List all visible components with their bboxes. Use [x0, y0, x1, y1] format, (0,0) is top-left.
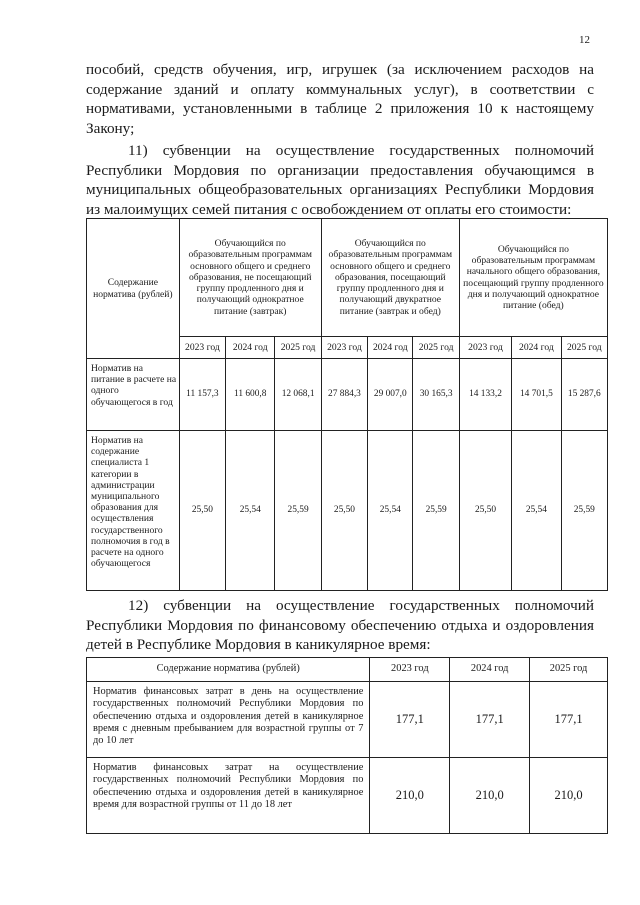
- table2-cell: 210,0: [530, 758, 608, 834]
- table1-cell: 25,50: [321, 431, 367, 591]
- table2-row-label: Норматив финансовых затрат на осуществление государственных полномочий Республики Мордовия по обеспечению отдыха и оздоровления детей в каникулярное время для возрастной группы от 11 до 18 лет: [87, 758, 370, 834]
- table1-cell: 25,54: [226, 431, 275, 591]
- table1-cell: 15 287,6: [561, 359, 607, 431]
- table2-cell: 177,1: [450, 682, 530, 758]
- paragraph-item-12-text: 12) субвенции на осуществление государственных полномочий Республики Мордовия по финансовому обеспечению отдыха и оздоровления детей в Республике Мордовия в каникулярное время:: [86, 597, 594, 654]
- table1-cell: 25,50: [179, 431, 225, 591]
- paragraph-item-12: [86, 596, 594, 655]
- table2-row-label: Норматив финансовых затрат в день на осуществление государственных полномочий Республики Мордовия по обеспечению отдыха и оздоровления детей в каникулярное время с дневным пребыванием для возрастной группы от 7 до 10 лет: [87, 682, 370, 758]
- paragraph-item-11-text: 11) субвенции на осуществление государственных полномочий Республики Мордовия по организации предоставления обучающимся в муниципальных общеобразовательных организациях Республики Мордовия из малоимущих семей питания с освобождением от оплаты его стоимости:: [86, 142, 594, 218]
- table1-cell: 12 068,1: [275, 359, 321, 431]
- table1-year-header: 2023 год: [179, 337, 225, 359]
- table1-cell: 25,59: [275, 431, 321, 591]
- table2-cell: 177,1: [370, 682, 450, 758]
- table1-year-header: 2024 год: [368, 337, 413, 359]
- table2-cell: 210,0: [370, 758, 450, 834]
- table-row: [87, 758, 608, 834]
- table1-group-header-2: Обучающийся по образовательным программам основного общего и среднего образования, посещающий группу продленного дня и получающий двукратное питание (завтрак и обед): [321, 219, 459, 337]
- table1-year-header: 2025 год: [275, 337, 321, 359]
- table1-group-header-1: Обучающийся по образовательным программам основного общего и среднего образования, не посещающий группу продленного дня и получающий однократное питание (завтрак): [179, 219, 321, 337]
- table1-year-header: 2023 год: [459, 337, 511, 359]
- recreation-norms-table: [86, 657, 608, 834]
- paragraph-continuation: пособий, средств обучения, игр, игрушек (за исключением расходов на содержание зданий и оплату коммунальных услуг), в соответствии с нормативами, установленными в таблице 2 приложения 10 к настоящему Закону;: [86, 61, 594, 137]
- table2-header: 2025 год: [530, 658, 608, 682]
- table1-row-label: Норматив на питание в расчете на одного обучающегося в год: [87, 359, 180, 431]
- table1-group-header-3: Обучающийся по образовательным программам начального общего образования, посещающий группу продленного дня и получающий однократное питание (обед): [459, 219, 607, 337]
- table2-header: 2024 год: [450, 658, 530, 682]
- table-row: [87, 682, 608, 758]
- table1-cell: 11 600,8: [226, 359, 275, 431]
- table1-year-header: 2025 год: [413, 337, 459, 359]
- table2-header: 2023 год: [370, 658, 450, 682]
- table1-cell: 14 701,5: [512, 359, 561, 431]
- nutrition-norms-table: [86, 218, 608, 591]
- table-row: [87, 431, 608, 591]
- table1-year-header: 2024 год: [226, 337, 275, 359]
- table1-cell: 14 133,2: [459, 359, 511, 431]
- table1-cell: 29 007,0: [368, 359, 413, 431]
- table1-corner-header: Содержание норматива (рублей): [87, 219, 180, 359]
- table2-header: Содержание норматива (рублей): [87, 658, 370, 682]
- table1-cell: 30 165,3: [413, 359, 459, 431]
- table2-cell: 177,1: [530, 682, 608, 758]
- table1-cell: 11 157,3: [179, 359, 225, 431]
- table1-year-header: 2023 год: [321, 337, 367, 359]
- table1-year-header: 2025 год: [561, 337, 607, 359]
- table1-cell: 25,50: [459, 431, 511, 591]
- table2-cell: 210,0: [450, 758, 530, 834]
- table1-cell: 25,59: [561, 431, 607, 591]
- table1-cell: 25,59: [413, 431, 459, 591]
- paragraph-item-11: [86, 141, 594, 219]
- table1-cell: 27 884,3: [321, 359, 367, 431]
- page-number: 12: [579, 34, 590, 46]
- table1-cell: 25,54: [512, 431, 561, 591]
- table1-row-label: Норматив на содержание специалиста 1 категории в администрации муниципального образования для осуществления государственного полномочия в год в расчете на одного обучающегося: [87, 431, 180, 591]
- table-row: [87, 359, 608, 431]
- table1-year-header: 2024 год: [512, 337, 561, 359]
- table1-cell: 25,54: [368, 431, 413, 591]
